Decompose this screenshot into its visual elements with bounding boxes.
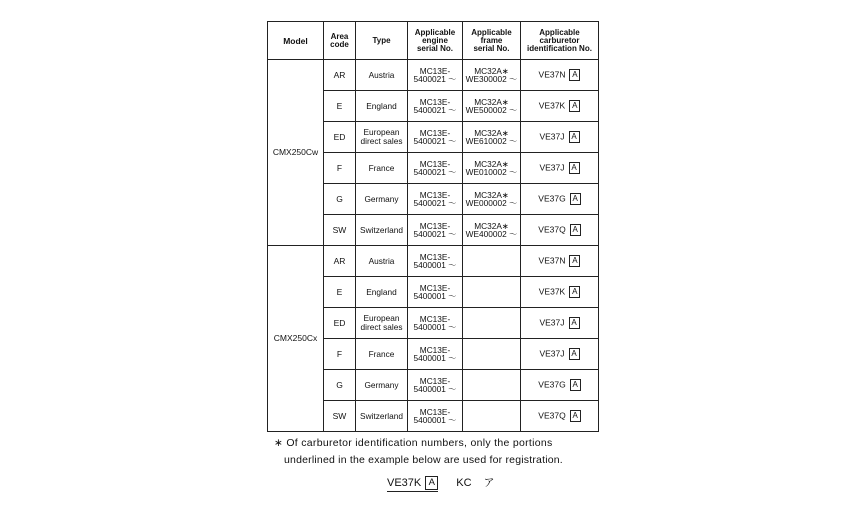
type-cell: European direct sales xyxy=(356,122,408,153)
carburetor-id-cell: VE37K A xyxy=(521,91,599,122)
engine-serial-cell: MC13E- 5400001 ～ xyxy=(408,401,463,432)
boxed-a-mark: A xyxy=(570,379,581,391)
frame-serial-cell: MC32A∗ WE500002 ～ xyxy=(463,91,521,122)
engine-serial-cell: MC13E- 5400001 ～ xyxy=(408,370,463,401)
frame-serial-cell: MC32A∗ WE400002 ～ xyxy=(463,215,521,246)
carburetor-id-cell: VE37G A xyxy=(521,184,599,215)
carburetor-id-cell: VE37J A xyxy=(521,122,599,153)
carburetor-id-cell: VE37N A xyxy=(521,246,599,277)
area-code-cell: E xyxy=(324,277,356,308)
type-cell: France xyxy=(356,339,408,370)
carburetor-id-cell: VE37G A xyxy=(521,370,599,401)
registration-example xyxy=(387,474,495,492)
model-cell: CMX250Cx xyxy=(268,246,324,432)
area-code-cell: AR xyxy=(324,60,356,91)
boxed-a-mark: A xyxy=(569,131,580,143)
type-cell: England xyxy=(356,91,408,122)
header-frame-serial: Applicable frame serial No. xyxy=(463,22,521,60)
type-cell: Austria xyxy=(356,246,408,277)
header-area-code: Area code xyxy=(324,22,356,60)
type-cell: European direct sales xyxy=(356,308,408,339)
header-model: Model xyxy=(268,22,324,60)
header-row xyxy=(268,22,599,60)
frame-serial-cell: MC32A∗ WE610002 ～ xyxy=(463,122,521,153)
type-cell: Switzerland xyxy=(356,215,408,246)
boxed-a-mark: A xyxy=(569,162,580,174)
header-engine-serial: Applicable engine serial No. xyxy=(408,22,463,60)
frame-serial-cell: MC32A∗ WE000002 ～ xyxy=(463,184,521,215)
boxed-a-mark: A xyxy=(569,348,580,360)
carburetor-id-cell: VE37J A xyxy=(521,153,599,184)
boxed-a-mark: A xyxy=(569,69,580,81)
engine-serial-cell: MC13E- 5400021 ～ xyxy=(408,184,463,215)
area-code-cell: ED xyxy=(324,308,356,339)
area-code-cell: F xyxy=(324,339,356,370)
boxed-a-mark: A xyxy=(570,193,581,205)
area-code-cell: G xyxy=(324,184,356,215)
carburetor-id-cell: VE37Q A xyxy=(521,215,599,246)
frame-serial-cell-empty xyxy=(463,246,521,277)
frame-serial-cell-empty xyxy=(463,339,521,370)
type-cell: Switzerland xyxy=(356,401,408,432)
boxed-a-mark: A xyxy=(570,410,581,422)
footnote-line-2: underlined in the example below are used for registration. xyxy=(284,454,563,466)
frame-serial-cell-empty xyxy=(463,308,521,339)
boxed-a-mark: A xyxy=(570,224,581,236)
boxed-a-mark: A xyxy=(569,286,580,298)
frame-serial-cell: MC32A∗ WE010002 ～ xyxy=(463,153,521,184)
area-code-cell: AR xyxy=(324,246,356,277)
frame-serial-cell: MC32A∗ WE300002 ～ xyxy=(463,60,521,91)
boxed-a-mark: A xyxy=(569,100,580,112)
engine-serial-cell: MC13E- 5400001 ～ xyxy=(408,246,463,277)
frame-serial-cell-empty xyxy=(463,401,521,432)
boxed-a-mark: A xyxy=(569,255,580,267)
model-cell: CMX250Cw xyxy=(268,60,324,246)
engine-serial-cell: MC13E- 5400021 ～ xyxy=(408,91,463,122)
engine-serial-cell: MC13E- 5400001 ～ xyxy=(408,277,463,308)
example-suffix: KC xyxy=(456,477,472,489)
area-code-cell: SW xyxy=(324,215,356,246)
engine-serial-cell: MC13E- 5400001 ～ xyxy=(408,308,463,339)
area-code-cell: E xyxy=(324,91,356,122)
frame-serial-cell-empty xyxy=(463,277,521,308)
type-cell: Germany xyxy=(356,184,408,215)
example-code: VE37K xyxy=(387,477,422,489)
carburetor-id-cell: VE37J A xyxy=(521,339,599,370)
type-cell: England xyxy=(356,277,408,308)
type-cell: Austria xyxy=(356,60,408,91)
header-carburetor-id: Applicable carburetor identification No. xyxy=(521,22,599,60)
area-code-cell: ED xyxy=(324,122,356,153)
type-cell: France xyxy=(356,153,408,184)
example-boxed-mark: A xyxy=(425,476,438,490)
carburetor-id-cell: VE37J A xyxy=(521,308,599,339)
boxed-a-mark: A xyxy=(569,317,580,329)
header-type: Type xyxy=(356,22,408,60)
frame-serial-cell-empty xyxy=(463,370,521,401)
table-row xyxy=(268,60,599,91)
carburetor-spec-table xyxy=(267,21,599,432)
engine-serial-cell: MC13E- 5400021 ～ xyxy=(408,122,463,153)
carburetor-id-cell: VE37Q A xyxy=(521,401,599,432)
engine-serial-cell: MC13E- 5400021 ～ xyxy=(408,60,463,91)
footnote-line-1: ∗ Of carburetor identification numbers, only the portions xyxy=(274,437,553,449)
example-underlined-portion xyxy=(387,476,438,492)
example-kana: ア xyxy=(483,477,495,489)
engine-serial-cell: MC13E- 5400021 ～ xyxy=(408,215,463,246)
carburetor-id-cell: VE37N A xyxy=(521,60,599,91)
area-code-cell: G xyxy=(324,370,356,401)
engine-serial-cell: MC13E- 5400021 ～ xyxy=(408,153,463,184)
table-row xyxy=(268,246,599,277)
carburetor-id-cell: VE37K A xyxy=(521,277,599,308)
engine-serial-cell: MC13E- 5400001 ～ xyxy=(408,339,463,370)
type-cell: Germany xyxy=(356,370,408,401)
area-code-cell: F xyxy=(324,153,356,184)
area-code-cell: SW xyxy=(324,401,356,432)
